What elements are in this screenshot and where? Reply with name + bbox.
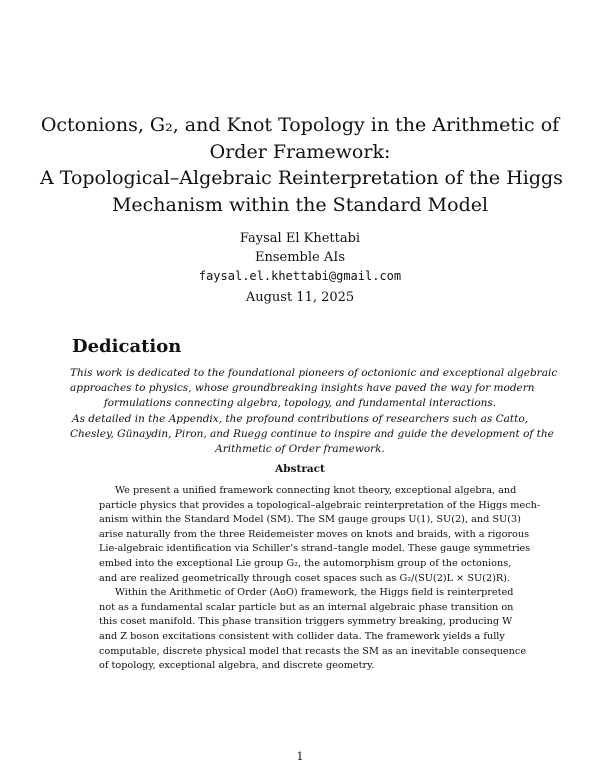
author-name: Faysal El Khettabi xyxy=(239,231,361,246)
abstract-line: anism within the Standard Model (SM). The SM gauge groups U(1), SU(2), and SU(3) xyxy=(99,514,521,526)
abstract-line: and are realized geometrically through coset spaces such as G₂/(SU(2)L × SU(2)R). xyxy=(99,572,511,584)
abstract-line: of topology, exceptional algebra, and discrete geometry. xyxy=(99,660,375,672)
abstract-line: Within the Arithmetic of Order (AoO) framework, the Higgs field is reinterpreted xyxy=(115,587,514,599)
title-line: Order Framework: xyxy=(209,140,391,163)
abstract-line: embed into the exceptional Lie group G₂, the automorphism group of the octonions, xyxy=(99,557,512,569)
abstract-line: We present a unified framework connecting knot theory, exceptional algebra, and xyxy=(115,485,517,496)
dedication-line: formulations connecting algebra, topology, and fundamental interactions. xyxy=(103,397,497,410)
author-block xyxy=(100,229,500,286)
title-line: A Topological–Algebraic Reinterpretation of the Higgs xyxy=(40,167,563,189)
title-line: Mechanism within the Standard Model xyxy=(111,193,489,216)
abstract-line: computable, discrete physical model that recasts the SM as an inevitable consequence xyxy=(99,645,527,657)
abstract-line: and Z boson excitations consistent with collider data. The framework yields a fully xyxy=(99,630,505,642)
abstract-line: particle physics that provides a topological–algebraic reinterpretation of the Higgs mech- xyxy=(99,499,541,511)
abstract-line: arise naturally from the three Reidemeister moves on knots and braids, with a rigorous xyxy=(99,528,530,540)
dedication-line: As detailed in the Appendix, the profound contributions of researchers such as Catto, xyxy=(72,412,528,425)
abstract-text xyxy=(99,484,541,674)
author-affiliation: Ensemble AIs xyxy=(254,250,346,265)
dedication-line: approaches to physics, whose groundbreaking insights have paved the way for modern xyxy=(70,382,535,395)
title-line: Octonions, G₂, and Knot Topology in the Arithmetic of xyxy=(40,114,560,136)
paper-title xyxy=(40,112,563,218)
dedication-line: Arithmetic of Order framework. xyxy=(215,443,385,456)
abstract-line: not as a fundamental scalar particle but as an internal algebraic phase transition on xyxy=(99,601,514,613)
author-email: faysal.el.khettabi@gmail.com xyxy=(198,269,402,283)
dedication-line: This work is dedicated to the foundational pioneers of octonionic and exceptional algebraic xyxy=(70,367,558,379)
abstract-heading: Abstract xyxy=(275,463,325,475)
page-number: 1 xyxy=(296,750,304,763)
dedication-text xyxy=(70,366,558,457)
dedication-line: Chesley, Günaydin, Piron, and Ruegg continue to inspire and guide the development of the xyxy=(70,427,554,440)
dedication-heading: Dedication xyxy=(72,336,182,357)
abstract-line: Lie-algebraic identification via Schiller’s strand–tangle model. These gauge symmetries xyxy=(99,543,531,555)
paper-date: August 11, 2025 xyxy=(245,290,355,305)
abstract-line: this coset manifold. This phase transition triggers symmetry breaking, producing W xyxy=(99,616,513,628)
